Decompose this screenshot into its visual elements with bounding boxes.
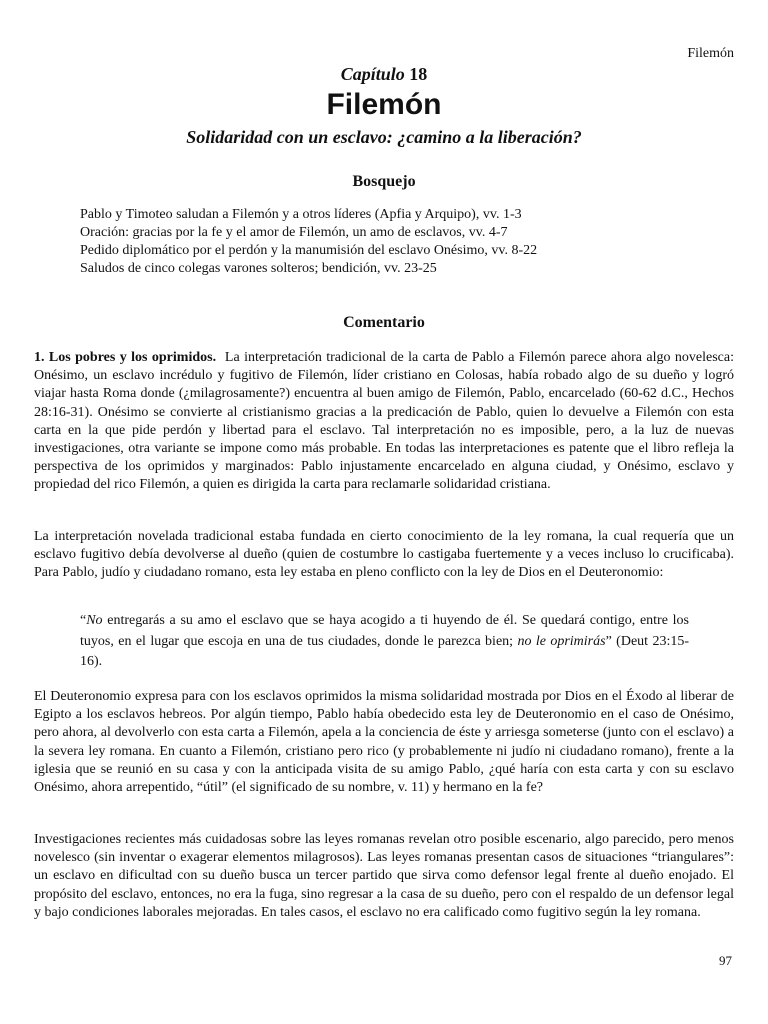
chapter-number: 18 [409,64,428,84]
chapter-label [34,64,734,85]
paragraph-1-text: La interpretación tradicional de la carta de Pablo a Filemón parece ahora algo novelesca: Onésimo, un esclavo incrédulo y fugitivo de Filemón, líder cristiano en Colosas, había robado algo de su dueño y logró viajar hasta Roma donde (¿milagrosamente?) encuentra al buen amigo de Filemón, Pablo, encarcelado (60-62 d.C., Hechos 28:16-31). Onésimo se convierte al cristianismo gracias a la predicación de Pablo, quien lo devuelve a Filemón con esta carta en la que pide perdón y libertad para el esclavo. Tal interpretación no es imposible, pero, a la luz de nuevas investigaciones, otra variante se impone como más probable. En todas las interpretaciones es patente que el libro refleja la perspectiva de los oprimidos y marginados: Pablo injustamente encarcelado en alguna ciudad, y Onésimo, esclavo y propiedad del rico Filemón, a quien es dirigida la carta para reclamarle solidaridad cristiana. [34,350,734,493]
page-title: Filemón [326,88,442,121]
paragraph-3: El Deuteronomio expresa para con los esclavos oprimidos la misma solidaridad mostrada por Dios en el Éxodo al liberar de Egipto a los esclavos hebreos. Por algún tiempo, Pablo había obedecido esta ley de Deuteronomio en el caso de Onésimo, pero ahora, al devolverlo con esta carta a Filemón, apela a la conciencia de éste y arriesga someterse (junto con el esclavo) a la severa ley romana. En cuanto a Filemón, cristiano pero rico (y probablemente ni judío ni ciudadano romano), frente a la iglesia que se reunió en su casa y con la anticipada visita de su amigo Pablo, ¿qué haría con esta carta y con su esclavo Onésimo, ahora arrepentido, “útil” (el significado de su nombre, v. 11) y hermano en la fe? [34,689,734,796]
outline-item: Pedido diplomático por el perdón y la manumisión del esclavo Onésimo, vv. 8-22 [80,243,538,258]
quote-open-mark: “ [80,613,87,628]
paragraph-1-heading: 1. Los pobres y los oprimidos. [34,350,217,365]
quote-body: entregarás a su amo el esclavo que se haya acogido a ti huyendo de él. Se quedará contigo, entre los tuyos, en el lugar que escoja en una de tus ciudades, donde le parezca bien; [80,613,689,649]
quote-reference: ” (Deut 23:15-16). [80,633,689,669]
page-subtitle: Solidaridad con un esclavo: ¿camino a la liberación? [186,127,582,147]
outline-heading: Bosquejo [352,173,416,190]
paragraph-2: La interpretación novelada tradicional estaba fundada en cierto conocimiento de la ley romana, la cual requería que un esclavo fugitivo debía devolverse al dueño (quien de costumbre lo castigaba fuertemente y a veces incluso lo crucificaba). Para Pablo, judío y ciudadano romano, esta ley estaba en pleno conflicto con la ley de Dios en el Deuteronomio: [34,529,734,581]
page-number: 97 [719,953,732,968]
running-header: Filemón [687,46,734,61]
outline-item: Saludos de cinco colegas varones solteros; bendición, vv. 23-25 [80,261,437,276]
paragraph-1 [34,349,734,495]
block-quote [80,611,689,673]
paragraph-4: Investigaciones recientes más cuidadosas sobre las leyes romanas revelan otro posible escenario, algo parecido, pero menos novelesco (sin inventar o exagerar elementos milagrosos). Las leyes romanas presentan casos de situaciones “triangulares”: un esclavo en dificultad con su dueño busca un tercer partido que sirva como defensor legal frente al dueño enojado. El propósito del esclavo, entonces, no era la fuga, sino regresar a la casa de su dueño, pero con el respaldo de un defensor legal y bajo condiciones laborales mejoradas. En tales casos, el esclavo no era calificado como fugitivo según la ley romana. [34,832,734,920]
commentary-heading: Comentario [343,314,425,331]
quote-italic-end: no le oprimirás [517,633,606,649]
outline-item: Oración: gracias por la fe y el amor de Filemón, un amo de esclavos, vv. 4-7 [80,225,508,240]
outline-list [80,206,537,278]
quote-no: No [86,613,103,628]
document-page [34,0,734,1024]
chapter-word: Capítulo [340,64,405,84]
outline-item: Pablo y Timoteo saludan a Filemón y a otros líderes (Apfia y Arquipo), vv. 1-3 [80,207,522,222]
